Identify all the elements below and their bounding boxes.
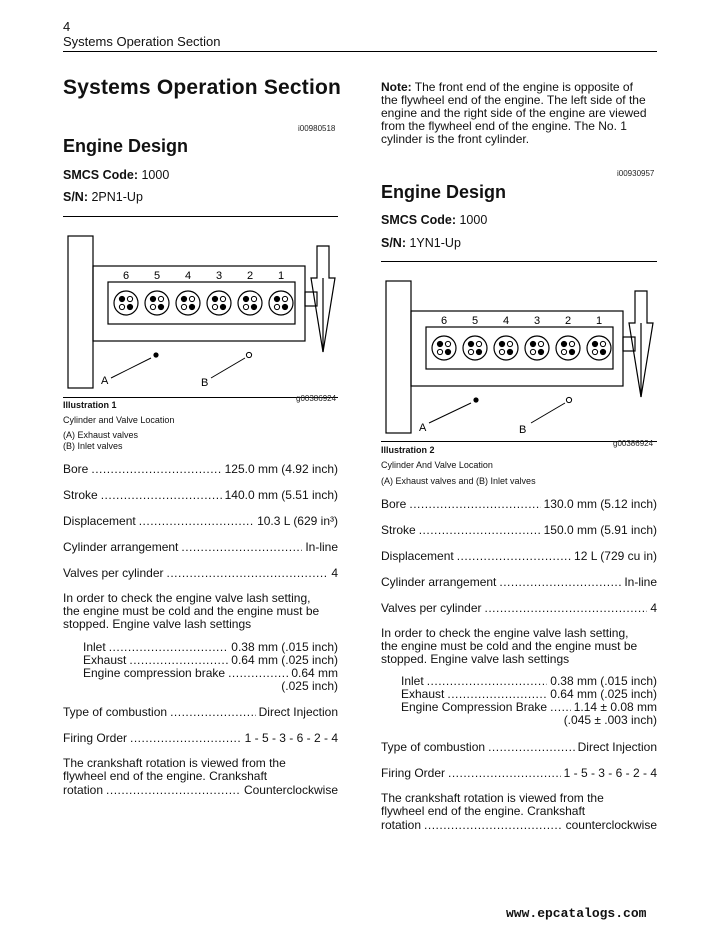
right-inlet-valve-icon: [530, 349, 535, 354]
left-inlet-valve-icon: [251, 296, 256, 301]
left-rotation-text: The crankshaft rotation is viewed from the flywheel end of the engine. Crankshaft: [63, 756, 286, 783]
left-exhaust-valve-icon: [181, 296, 186, 301]
page-number: 4: [63, 19, 71, 34]
right-reference-id: i00930957: [617, 169, 655, 178]
right-arrow-a: [429, 403, 471, 423]
left-label-a: A: [101, 375, 109, 387]
left-heading: Engine Design: [63, 136, 189, 156]
right-inlet-valve-icon: [507, 341, 512, 346]
left-lash-brake-inch: (.025 inch): [281, 679, 338, 693]
right-illustration-caption: Cylinder And Valve Location: [381, 460, 493, 470]
right-rotation: rotation ..... counterclockwise: [381, 818, 657, 832]
left-spec-valves: Valves per cylinder ..... 4: [63, 566, 338, 580]
left-exhaust-valve-icon: [119, 296, 124, 301]
left-cylinder-number: 4: [185, 270, 192, 282]
right-inlet-valve-icon: [569, 341, 574, 346]
right-inlet-valve-icon: [538, 341, 543, 346]
left-inlet-valve-icon: [189, 296, 194, 301]
right-heading: Engine Design: [381, 182, 507, 202]
right-cylinder-number: 5: [472, 315, 479, 327]
section-title: Systems Operation Section: [63, 76, 342, 99]
left-serial-number: S/N: 2PN1-Up: [63, 190, 143, 204]
right-label-b: B: [519, 424, 527, 436]
right-lash-inlet: Inlet ..... 0.38 mm (.015 inch): [401, 675, 657, 688]
right-exhaust-valve-icon: [445, 349, 450, 354]
left-cylinder-bore: [207, 291, 231, 315]
right-lash-brake-inch: (.045 ± .003 inch): [563, 713, 657, 727]
left-exhaust-valve-icon: [150, 296, 155, 301]
left-inlet-valve-icon: [181, 304, 186, 309]
left-cylinder-bore: [238, 291, 262, 315]
left-inlet-valve-icon: [220, 296, 225, 301]
left-cylinder-bore: [145, 291, 169, 315]
left-illustration-note-b: (B) Inlet valves: [63, 441, 123, 451]
left-inlet-valve-icon: [158, 296, 163, 301]
right-cylinder-bore: [494, 336, 518, 360]
right-cylinder-bore: [556, 336, 580, 360]
left-inlet-marker-icon: [246, 352, 251, 357]
left-combustion: Type of combustion ..... Direct Injection: [63, 705, 338, 719]
right-exhaust-valve-icon: [468, 341, 473, 346]
right-spec-bore: Bore ..... 130.0 mm (5.12 inch): [381, 497, 657, 511]
right-cylinder-bore: [463, 336, 487, 360]
left-cylinder-number: 5: [154, 270, 161, 282]
left-exhaust-marker-icon: [153, 352, 158, 357]
header-divider: [63, 51, 657, 52]
right-exhaust-valve-icon: [476, 349, 481, 354]
left-spec-stroke: Stroke ..... 140.0 mm (5.51 inch): [63, 488, 338, 502]
right-note: Note: The front end of the engine is opposite of the flywheel end of the engine. The left side of the engine and the right side of the engine are viewed from the flywheel end of the engine. The No. 1 cylinder is the front cylinder.: [381, 80, 647, 146]
right-inlet-valve-icon: [437, 349, 442, 354]
right-cylinder-bore: [525, 336, 549, 360]
left-exhaust-valve-icon: [127, 304, 132, 309]
right-exhaust-valve-icon: [600, 349, 605, 354]
left-exhaust-valve-icon: [189, 304, 194, 309]
right-spec-stroke: Stroke ..... 150.0 mm (5.91 inch): [381, 523, 657, 537]
left-cylinder-number: 3: [216, 270, 223, 282]
right-inlet-valve-icon: [600, 341, 605, 346]
left-reference-id: i00980518: [298, 124, 336, 133]
left-illustration-title: Illustration 1: [63, 400, 117, 410]
right-spec-valves: Valves per cylinder ..... 4: [381, 601, 657, 615]
left-inlet-valve-icon: [212, 304, 217, 309]
left-inlet-valve-icon: [150, 304, 155, 309]
right-spec-displacement: Displacement ..... 12 L (729 cu in): [381, 549, 657, 563]
left-illustration-note-a: (A) Exhaust valves: [63, 430, 139, 440]
left-smcs-code: SMCS Code: 1000: [63, 168, 170, 182]
right-serial-number: S/N: 1YN1-Up: [381, 236, 461, 250]
right-lash-brake: Engine Compression Brake ..... 1.14 ± 0.08 mm: [401, 701, 657, 714]
left-lash-inlet: Inlet ..... 0.38 mm (.015 inch): [83, 641, 338, 654]
right-graphic-id: g00386924: [613, 439, 654, 448]
left-inlet-valve-icon: [127, 296, 132, 301]
right-inlet-valve-icon: [468, 349, 473, 354]
left-inlet-valve-icon: [282, 296, 287, 301]
left-inlet-valve-icon: [243, 304, 248, 309]
left-firing-order: Firing Order ..... 1 - 5 - 3 - 6 - 2 - 4: [63, 731, 338, 745]
right-cylinder-bore: [587, 336, 611, 360]
right-illustration-note: (A) Exhaust valves and (B) Inlet valves: [381, 476, 536, 486]
left-illustration-caption: Cylinder and Valve Location: [63, 415, 175, 425]
left-cylinder-diagram: [63, 232, 343, 392]
right-exhaust-valve-icon: [569, 349, 574, 354]
left-exhaust-valve-icon: [274, 296, 279, 301]
right-cylinder-diagram: [381, 277, 661, 437]
right-exhaust-valve-icon: [561, 341, 566, 346]
left-spec-bore: Bore ..... 125.0 mm (4.92 inch): [63, 462, 338, 476]
right-exhaust-valve-icon: [499, 341, 504, 346]
right-illustration-title: Illustration 2: [381, 445, 435, 455]
right-inlet-valve-icon: [445, 341, 450, 346]
left-exhaust-valve-icon: [251, 304, 256, 309]
left-exhaust-valve-icon: [212, 296, 217, 301]
right-lash-intro: In order to check the engine valve lash setting, the engine must be cold and the engine must be stopped. Engine valve lash settings: [381, 626, 638, 666]
right-inlet-valve-icon: [499, 349, 504, 354]
left-illustration-top-rule: [63, 216, 338, 217]
left-rotation: rotation ..... Counterclockwise: [63, 783, 338, 797]
left-label-b: B: [201, 377, 209, 389]
right-spec-arrangement: Cylinder arrangement ..... In-line: [381, 575, 657, 589]
right-inlet-valve-icon: [476, 341, 481, 346]
right-smcs-code: SMCS Code: 1000: [381, 213, 488, 227]
left-spec-displacement: Displacement ..... 10.3 L (629 in³): [63, 514, 338, 528]
right-cylinder-number: 4: [503, 315, 510, 327]
right-lash-exhaust: Exhaust ..... 0.64 mm (.025 inch): [401, 688, 657, 701]
left-exhaust-valve-icon: [243, 296, 248, 301]
left-lash-brake: Engine compression brake ..... 0.64 mm: [83, 667, 338, 680]
left-cylinder-bore: [269, 291, 293, 315]
left-arrow-b: [211, 358, 245, 378]
footer-url-link[interactable]: www.epcatalogs.com: [506, 906, 647, 921]
right-inlet-valve-icon: [561, 349, 566, 354]
right-cylinder-number: 1: [596, 315, 603, 327]
right-exhaust-valve-icon: [538, 349, 543, 354]
right-combustion: Type of combustion ..... Direct Injection: [381, 740, 657, 754]
right-cylinder-bore: [432, 336, 456, 360]
left-lash-exhaust: Exhaust ..... 0.64 mm (.025 inch): [83, 654, 338, 667]
left-cylinder-number: 1: [278, 270, 285, 282]
right-cylinder-number: 2: [565, 315, 572, 327]
left-lash-intro: In order to check the engine valve lash setting, the engine must be cold and the engine must be stopped. Engine valve lash settings: [63, 591, 320, 631]
right-inlet-valve-icon: [592, 349, 597, 354]
right-cylinder-number: 3: [534, 315, 541, 327]
left-spec-arrangement: Cylinder arrangement ..... In-line: [63, 540, 338, 554]
right-exhaust-valve-icon: [530, 341, 535, 346]
running-header-title: Systems Operation Section: [63, 34, 221, 49]
left-cylinder-bore: [114, 291, 138, 315]
right-cylinder-number: 6: [441, 315, 448, 327]
left-exhaust-valve-icon: [158, 304, 163, 309]
left-graphic-id: g00386924: [296, 394, 337, 403]
left-arrow-a: [111, 358, 151, 378]
left-cylinder-number: 2: [247, 270, 254, 282]
right-label-a: A: [419, 422, 427, 434]
left-cylinder-bore: [176, 291, 200, 315]
right-exhaust-marker-icon: [473, 397, 478, 402]
right-exhaust-valve-icon: [592, 341, 597, 346]
right-rotation-text: The crankshaft rotation is viewed from the flywheel end of the engine. Crankshaft: [381, 791, 604, 818]
left-inlet-valve-icon: [119, 304, 124, 309]
right-firing-order: Firing Order ..... 1 - 5 - 3 - 6 - 2 - 4: [381, 766, 657, 780]
left-cylinder-number: 6: [123, 270, 130, 282]
right-exhaust-valve-icon: [437, 341, 442, 346]
left-inlet-valve-icon: [274, 304, 279, 309]
right-inlet-marker-icon: [566, 397, 571, 402]
right-illustration-top-rule: [381, 261, 657, 262]
right-exhaust-valve-icon: [507, 349, 512, 354]
right-arrow-b: [531, 403, 565, 423]
left-exhaust-valve-icon: [282, 304, 287, 309]
left-exhaust-valve-icon: [220, 304, 225, 309]
